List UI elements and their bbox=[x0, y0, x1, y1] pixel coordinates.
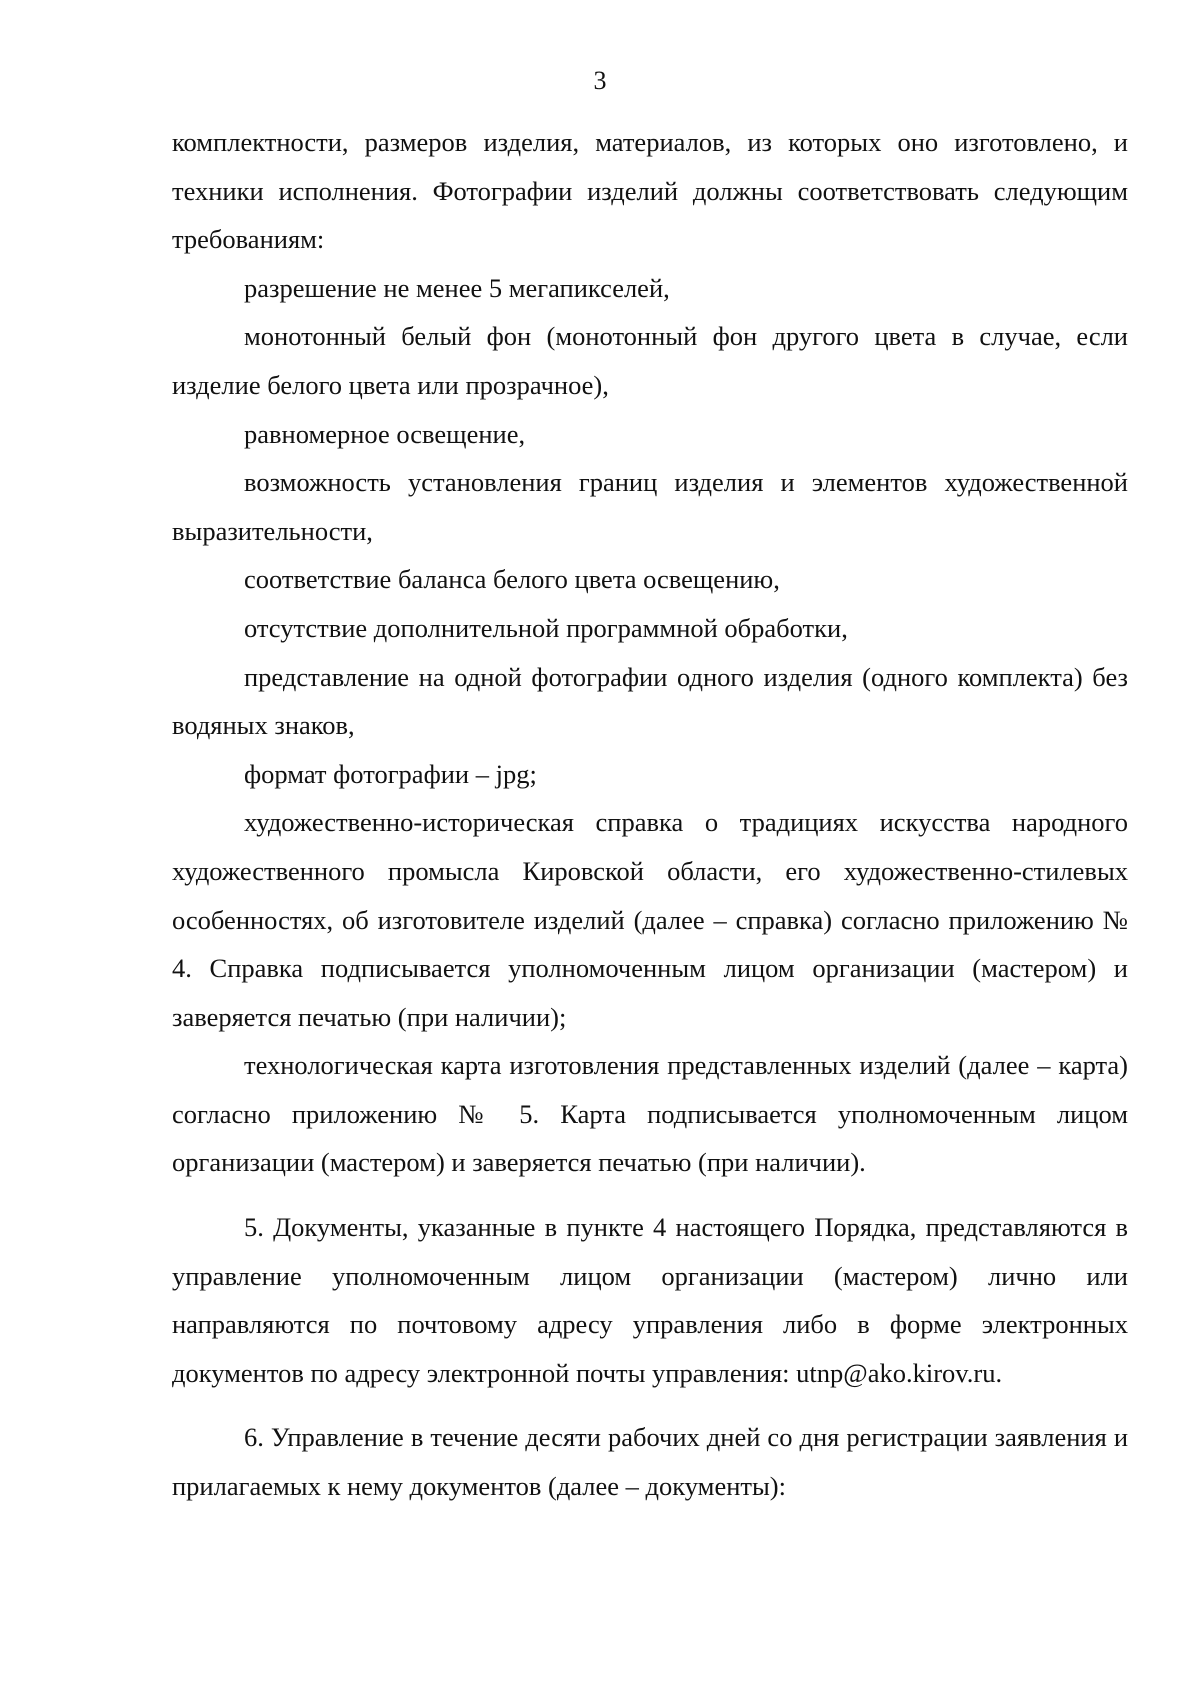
paragraph-continuation: комплектности, размеров изделия, материалов, из которых оно изготовлено, и техники исполнения. Фотографии изделий должны соответствовать следующим требованиям: bbox=[172, 127, 1128, 255]
paragraph-boundaries: возможность установления границ изделия и элементов художественной выразительности, bbox=[172, 467, 1128, 546]
paragraph-technological-map: технологическая карта изготовления представленных изделий (далее – карта) согласно приложению № 5. Карта подписывается уполномоченным лицом организации (мастером) и заверяется печатью (при наличии). bbox=[172, 1050, 1128, 1178]
page-number: 3 bbox=[593, 66, 607, 95]
paragraph-single-item: представление на одной фотографии одного изделия (одного комплекта) без водяных знаков, bbox=[172, 661, 1128, 741]
paragraph-historical-reference: художественно-историческая справка о традициях искусства народного художественного промысла Кировской области, его художественно-стилевых особенностях, об изготовителе изделий (далее – справка) согласно приложению № 4. Справка подписывается уполномоченным лицом организации (мастером) и заверяется печатью (при наличии); bbox=[172, 807, 1128, 1032]
paragraph-item-5: 5. Документы, указанные в пункте 4 настоящего Порядка, представляются в управление уполномоченным лицом организации (мастером) лично или направляются по почтовому адресу управления либо в форме электронных документов по адресу электронной почты управления: utnp@ako.kirov.ru. bbox=[172, 1212, 1128, 1388]
paragraph-item-6: 6. Управление в течение десяти рабочих дней со дня регистрации заявления и прилагаемых к нему документов (далее – документы): bbox=[172, 1422, 1128, 1502]
paragraph-lighting: равномерное освещение, bbox=[244, 418, 526, 449]
document-body bbox=[172, 118, 1128, 1511]
paragraph-white-balance: соответствие баланса белого цвета освещению, bbox=[244, 564, 780, 595]
paragraph-format: формат фотографии – jpg; bbox=[244, 758, 537, 789]
paragraph-resolution: разрешение не менее 5 мегапикселей, bbox=[244, 272, 670, 303]
paragraph-no-processing: отсутствие дополнительной программной обработки, bbox=[244, 612, 848, 643]
paragraph-background: монотонный белый фон (монотонный фон другого цвета в случае, если изделие белого цвета или прозрачное), bbox=[172, 321, 1128, 400]
